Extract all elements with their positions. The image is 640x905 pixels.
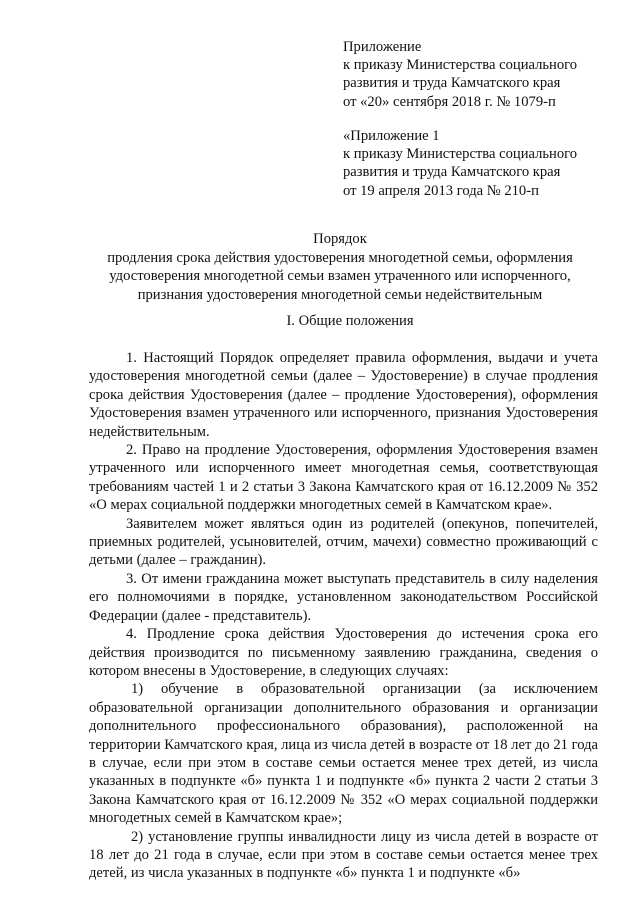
appendix-line: к приказу Министерства социального [343, 146, 578, 163]
appendix-line: развития и труда Камчатского края [343, 164, 561, 181]
paragraph: 2) установление группы инвалидности лицу из числа детей в возрасте от 18 лет до 21 года в случае, если при этом в составе семьи остается менее трех детей, из числа указанных в подпункте «б» пункта 1 и подпункте «б» [89, 828, 598, 882]
title-heading: Порядок [313, 231, 367, 247]
section-heading: I. Общие положения [286, 313, 414, 329]
appendix-line: Приложение [343, 39, 422, 55]
appendix-line: к приказу Министерства социального [343, 57, 578, 74]
paragraph: 1. Настоящий Порядок определяет правила оформления, выдачи и учета удостоверения многодетной семьи (далее – Удостоверение) в случае продления срока действия Удостоверения (далее – продление Удостоверения), оформления Удостоверения взамен утраченного или испорченного, признания Удостоверения недействительным. [89, 350, 598, 440]
paragraph: 1) обучение в образовательной организации (за исключением образовательной организации дополнительного образования и организации дополнительного профессионального образования), расположенной на территории Камчатского края, лица из числа детей в возрасте от 18 лет до 21 года в случае, если при этом в составе семьи остается менее трех детей, из числа указанных в подпункте «б» пункта 1 и подпункте «б» пункта 2 части 2 статьи 3 Закона Камчатского края от 16.12.2009 № 352 «О мерах социальной поддержки многодетных семей в Камчатском крае»; [89, 681, 598, 827]
appendix-line: развития и труда Камчатского края [343, 75, 561, 92]
appendix-line: «Приложение 1 [343, 128, 440, 144]
paragraph: 4. Продление срока действия Удостоверения до истечения срока его действия производится по письменному заявлению гражданина, сведения о котором внесены в Удостоверение, в следующих случаях: [89, 626, 598, 679]
appendix-line: от 19 апреля 2013 года № 210-п [343, 182, 539, 199]
paragraph: 2. Право на продление Удостоверения, оформления Удостоверения взамен утраченного или испорченного имеет многодетная семья, соответствующая требованиям частей 1 и 2 статьи 3 Закона Камчатского края от 16.12.2009 № 352 «О мерах социальной поддержки многодетных семей в Камчатском крае». [89, 442, 598, 514]
paragraph: Заявителем может являться один из родителей (опекунов, попечителей, приемных родителей, усыновителей, отчим, мачехи) совместно проживающий с детьми (далее – гражданин). [89, 515, 598, 569]
title-line: удостоверения многодетной семьи взамен утраченного или испорченного, [109, 268, 571, 284]
document-title [60, 230, 620, 304]
paragraph: 3. От имени гражданина может выступать представитель в силу наделения его полномочиями в порядке, установленном законодательством Российской Федерации (далее - представитель). [89, 570, 598, 624]
appendix-line: от «20» сентября 2018 г. № 1079-п [343, 93, 556, 110]
title-line: признания удостоверения многодетной семьи недействительным [137, 286, 543, 303]
title-line: продления срока действия удостоверения многодетной семьи, оформления [107, 249, 573, 266]
appendix-header-current [343, 38, 623, 111]
appendix-header-original [343, 127, 623, 200]
document-body [89, 349, 598, 883]
